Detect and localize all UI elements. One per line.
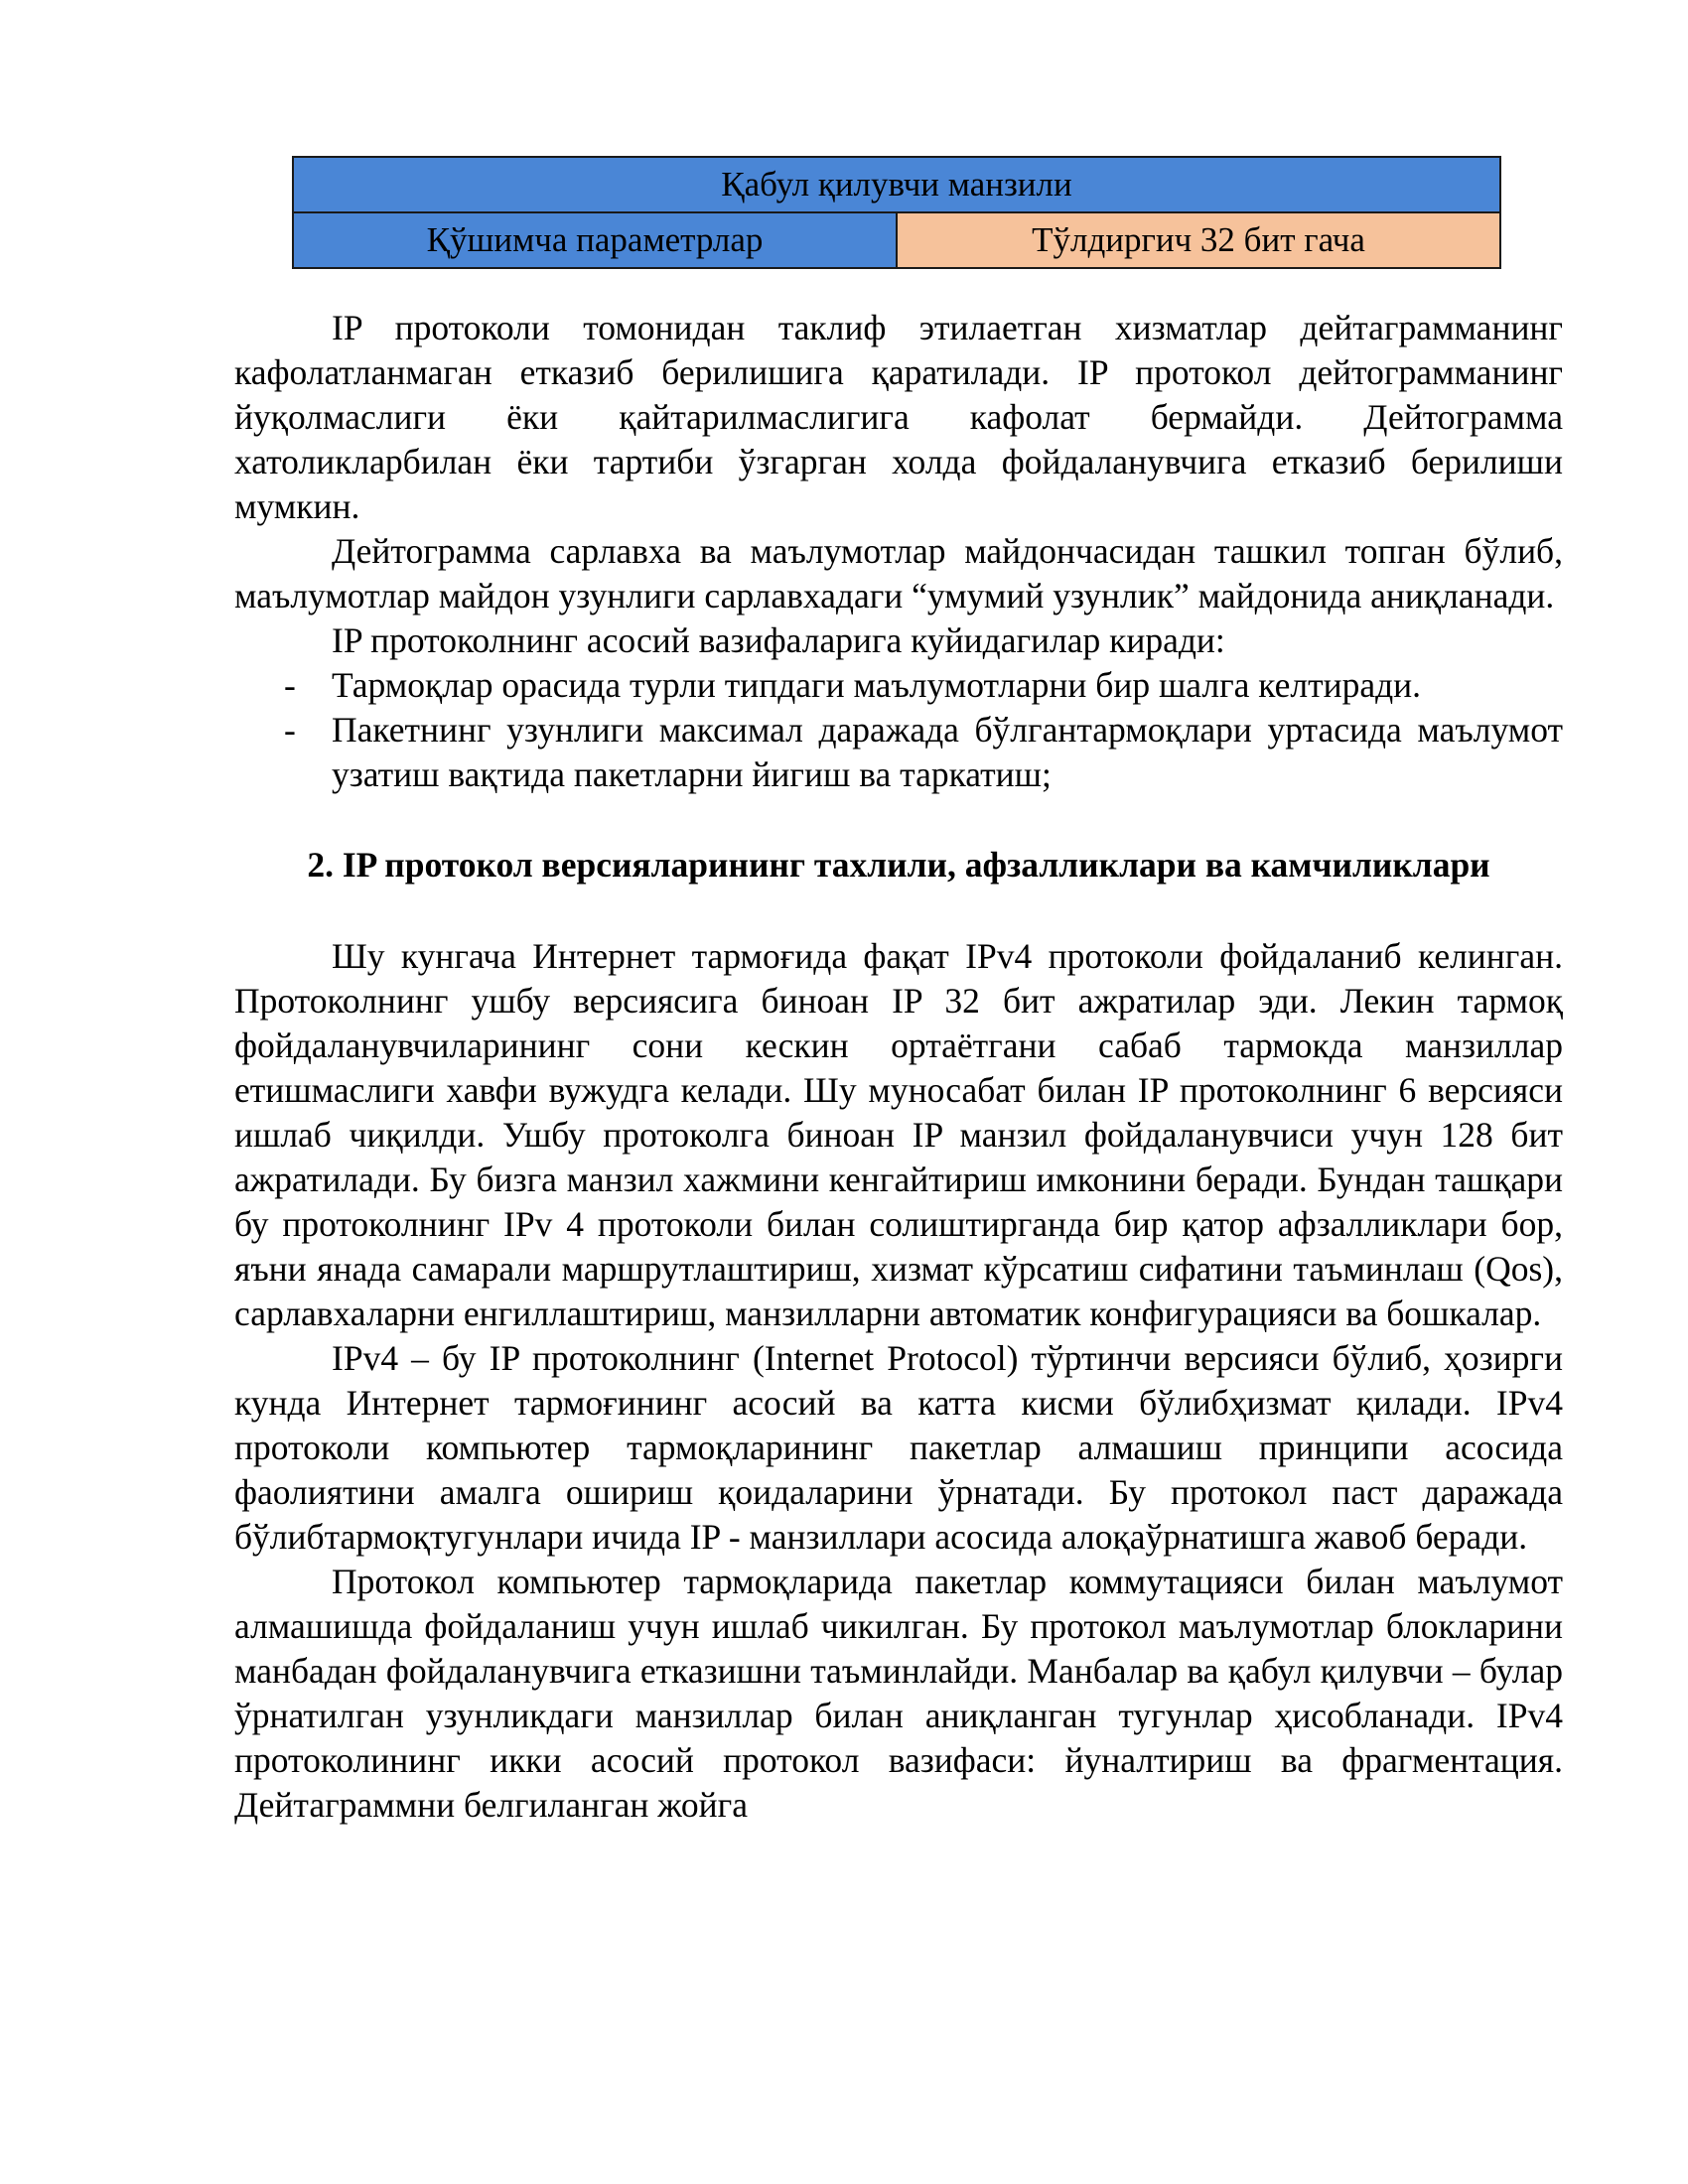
- paragraph: Протокол компьютер тармоқларида пакетлар коммутацияси билан маълумот алмашишда фойдаланиш учун ишлаб чикилган. Бу протокол маълумотлар блокларини манбадан фойдаланувчига етказишни таъминлайди. Манбалар ва қабул қилувчи – булар ўрнатилган узунликдаги манзиллар билан аниқланган тугунлар ҳисобланади. IPv4 протоколининг икки асосий протокол вазифаси: йуналтириш ва фрагментация. Дейтаграммни белгиланган жойга: [234, 1562, 1563, 1825]
- options-cell: Қўшимча параметрлар: [293, 212, 897, 268]
- list-item-text: Тармоқлар орасида турли типдаги маълумотларни бир шалга келтиради.: [332, 665, 1422, 705]
- table-row: [293, 212, 1500, 268]
- document-body: [234, 306, 1563, 1828]
- paragraph: Шу кунгача Интернет тармоғида фақат IPv4 протоколи фойдаланиб келинган. Протоколнинг ушбу версиясига биноан IP 32 бит ажратилар эди. Лекин тармоқ фойдаланувчиларининг сони кескин ортаётгани сабаб тармокда манзиллар етишмаслиги хавфи вужудга келади. Шу муносабат билан IP протоколнинг 6 версияси ишлаб чиқилди. Ушбу протоколга биноан IP манзил фойдаланувчиси учун 128 бит ажратилади. Бу бизга манзил хажмини кенгайтириш имконини беради. Бундан ташқари бу протоколнинг IPv 4 протоколи билан солиштирганда бир қатор афзалликлари бор, яъни янада самарали маршрутлаштириш, хизмат кўрсатиш сифатини таъминлаш (Qos), сарлавхаларни енгиллаштириш, манзилларни автоматик конфигурацияси ва бошкалар.: [234, 936, 1563, 1333]
- ip-header-table: [292, 156, 1501, 269]
- function-list: [234, 663, 1563, 797]
- dash-bullet: -: [284, 665, 296, 705]
- dash-bullet: -: [284, 710, 296, 750]
- padding-cell: Тўлдиргич 32 бит гача: [897, 212, 1500, 268]
- paragraph: IPv4 – бу IP протоколнинг (Internet Protocol) тўртинчи версияси бўлиб, ҳозирги кунда Интернет тармоғининг асосий ва катта кисми бўлибҳизмат қилади. IPv4 протоколи компьютер тармоқларининг пакетлар алмашиш принципи асосида фаолиятини амалга ошириш қоидаларини ўрнатади. Бу протокол паст даражада бўлибтармоқтугунлари ичида IP - манзиллари асосида алоқаўрнатишга жавоб беради.: [234, 1338, 1563, 1557]
- paragraph: Дейтограмма сарлавха ва маълумотлар майдончасидан ташкил топган бўлиб, маълумотлар майдон узунлиги сарлавхадаги “умумий узунлик” майдонида аниқланади.: [234, 531, 1563, 615]
- table-row: [293, 157, 1500, 212]
- paragraph: IP протоколи томонидан таклиф этилаетган хизматлар дейтаграмманинг кафолатланмаган етказиб берилишига қаратилади. IP протокол дейтограмманинг йуқолмаслиги ёки қайтарилмаслигига кафолат бермайди. Дейтограмма хатоликларбилан ёки тартиби ўзгарган холда фойдаланувчига етказиб берилиши мумкин.: [234, 308, 1563, 526]
- paragraph: IP протоколнинг асосий вазифаларига куйидагилар киради:: [332, 620, 1225, 660]
- list-item: [234, 663, 1563, 708]
- list-item: [234, 708, 1563, 797]
- section-heading: 2. IP протокол версияларининг тахлили, афзалликлари ва камчиликлари: [307, 845, 1490, 885]
- destination-address-cell: Қабул қилувчи манзили: [293, 157, 1500, 212]
- list-item-text: Пакетнинг узунлиги максимал даражада бўлгантармоқлари уртасида маълумот узатиш вақтида пакетларни йигиш ва таркатиш;: [332, 710, 1563, 794]
